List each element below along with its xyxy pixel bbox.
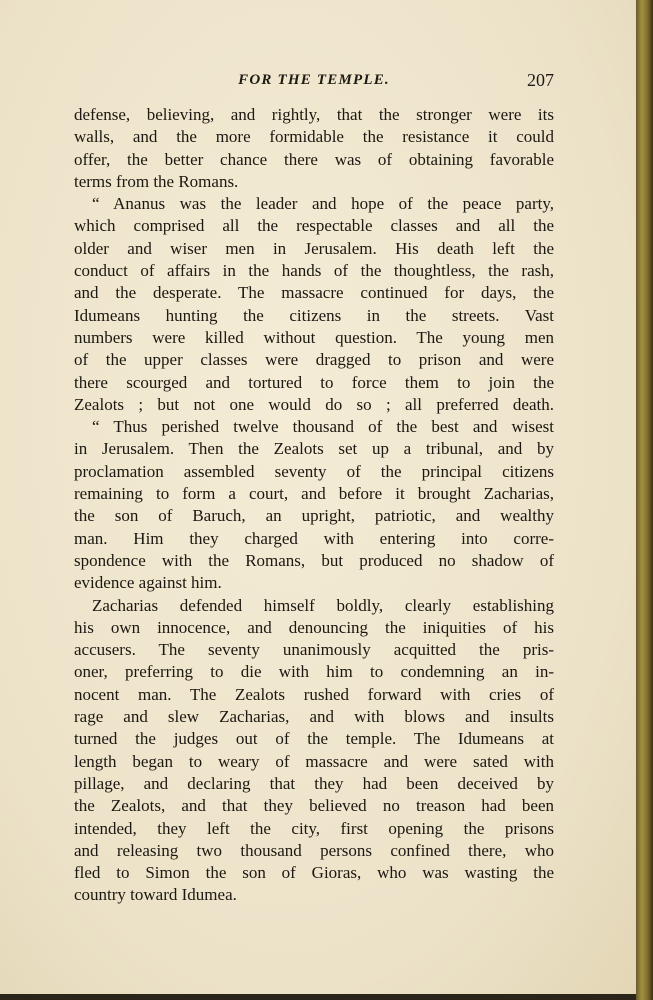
text-line: walls, and the more formidable the resistance it could [74,127,554,147]
text-line: man. Him they charged with entering into corre- [74,528,554,548]
text-line: proclamation assembled seventy of the principal citizens [74,461,554,481]
text-line: terms from the Romans. [74,171,239,191]
text-line: nocent man. The Zealots rushed forward with cries of [74,684,554,704]
text-line: and the desperate. The massacre continued for days, the [74,283,554,303]
text-line: length began to weary of massacre and were sated with [74,751,554,771]
text-line: Zacharias defended himself boldly, clearly establishing [92,595,554,615]
text-line: the son of Baruch, an upright, patriotic, and wealthy [74,506,554,526]
text-line: there scourged and tortured to force them to join the [74,372,554,392]
text-line: “ Thus perished twelve thousand of the best and wisest [92,417,554,437]
text-line: evidence against him. [74,573,222,593]
text-line: numbers were killed without question. The young men [74,327,554,347]
text-line: of the upper classes were dragged to prison and were [74,350,554,370]
text-line: offer, the better chance there was of obtaining favorable [74,149,554,169]
text-line: remaining to form a court, and before it brought Zacharias, [74,484,554,504]
text-line: oner, preferring to die with him to condemning an in- [74,662,554,682]
text-line: conduct of affairs in the hands of the thoughtless, the rash, [74,261,554,281]
page-bottom-edge [0,994,636,1000]
running-head [74,70,554,94]
text-line: and releasing two thousand persons confined there, who [74,840,554,860]
page-number: 207 [527,70,554,90]
text-line: fled to Simon the son of Gioras, who was wasting the [74,863,554,883]
text-line: intended, they left the city, first opening the prisons [74,818,554,838]
text-line: spondence with the Romans, but produced no shadow of [74,550,554,570]
text-line: which comprised all the respectable classes and all the [74,216,554,236]
text-line: rage and slew Zacharias, and with blows and insults [74,707,554,727]
text-line: his own innocence, and denouncing the iniquities of his [74,617,554,637]
text-line: turned the judges out of the temple. The Idumeans at [74,729,554,749]
running-title: FOR THE TEMPLE. [238,72,390,88]
text-line: older and wiser men in Jerusalem. His death left the [74,238,554,258]
body-text [74,104,554,907]
text-line: accusers. The seventy unanimously acquitted the pris- [74,640,554,660]
text-line: in Jerusalem. Then the Zealots set up a tribunal, and by [74,439,554,459]
text-line: Zealots ; but not one would do so ; all preferred death. [74,394,554,414]
text-line: Idumeans hunting the citizens in the streets. Vast [74,305,554,325]
book-spine [636,0,653,1000]
text-line: pillage, and declaring that they had been deceived by [74,773,554,793]
text-line: defense, believing, and rightly, that the stronger were its [74,105,554,124]
text-line: the Zealots, and that they believed no treason had been [74,796,554,816]
text-line: country toward Idumea. [74,885,237,905]
text-line: “ Ananus was the leader and hope of the peace party, [92,194,554,214]
